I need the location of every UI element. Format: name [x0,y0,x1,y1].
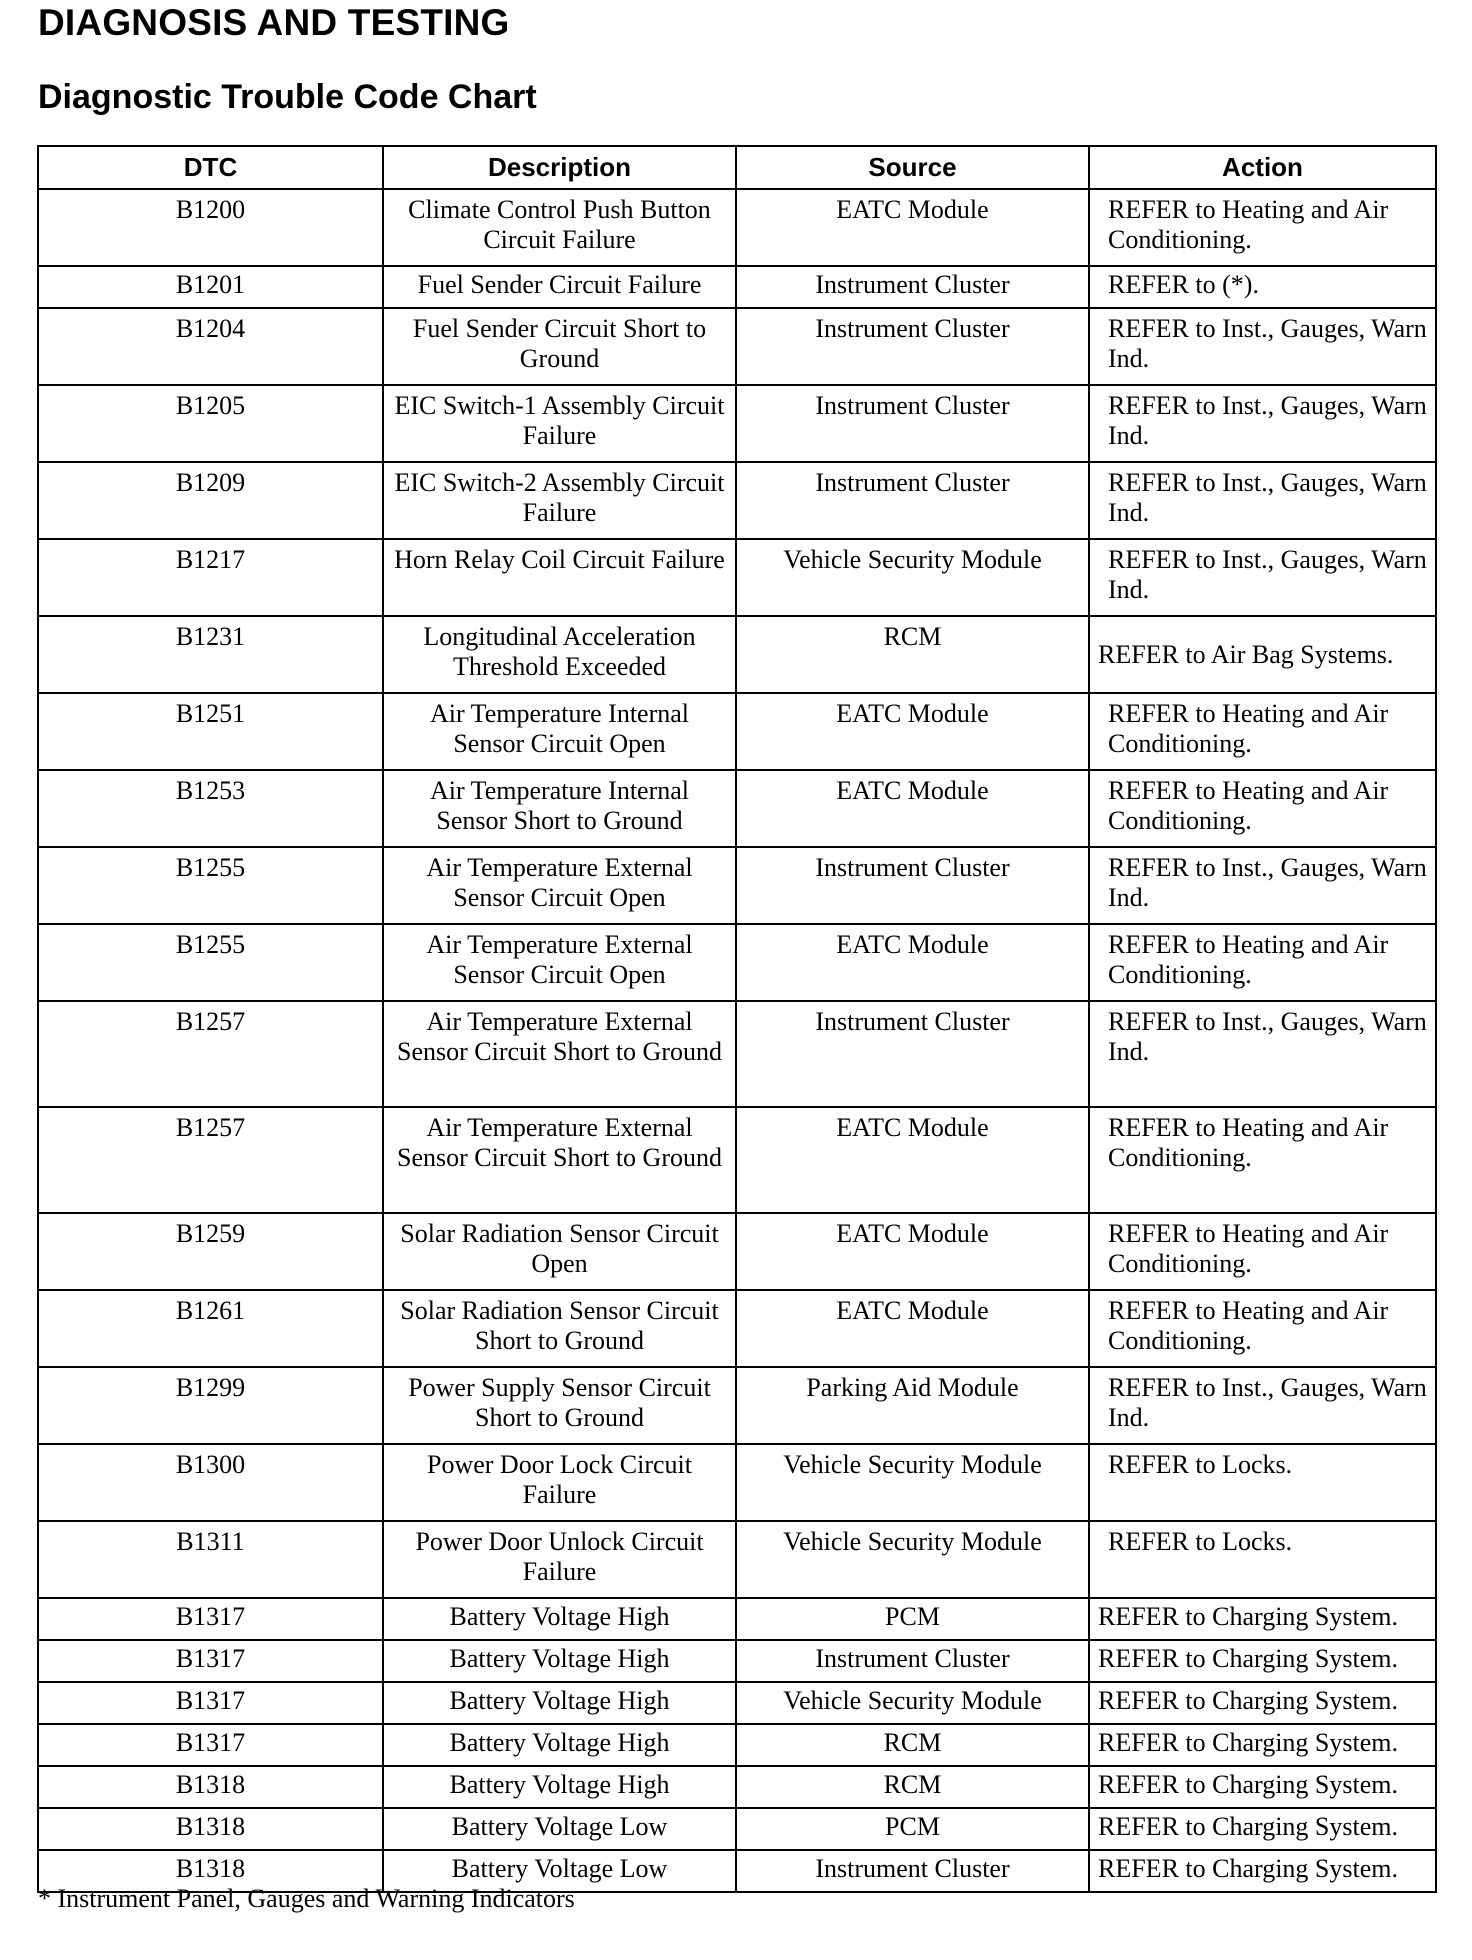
table-row [38,1808,1436,1850]
dtc-code: B1311 [38,1521,383,1598]
dtc-description: EIC Switch-2 Assembly Circuit Failure [383,462,736,539]
dtc-description: Fuel Sender Circuit Failure [383,266,736,308]
column-header-action: Action [1089,146,1436,189]
dtc-source: EATC Module [736,1107,1089,1213]
dtc-code: B1200 [38,189,383,266]
dtc-description: Battery Voltage High [383,1766,736,1808]
footnote: * Instrument Panel, Gauges and Warning Indicators [38,1884,575,1913]
chart-title: Diagnostic Trouble Code Chart [38,78,537,116]
dtc-code: B1255 [38,847,383,924]
dtc-code: B1318 [38,1850,383,1892]
dtc-code: B1317 [38,1682,383,1724]
dtc-action: REFER to Heating and Air Conditioning. [1089,1290,1436,1367]
dtc-description: EIC Switch-1 Assembly Circuit Failure [383,385,736,462]
dtc-code: B1231 [38,616,383,693]
dtc-description: Air Temperature External Sensor Circuit Short to Ground [383,1107,736,1213]
dtc-action: REFER to Charging System. [1089,1724,1436,1766]
table-row [38,693,1436,770]
dtc-action: REFER to Heating and Air Conditioning. [1089,693,1436,770]
dtc-code: B1317 [38,1724,383,1766]
table-row [38,539,1436,616]
dtc-description: Air Temperature Internal Sensor Short to Ground [383,770,736,847]
dtc-source: EATC Module [736,1213,1089,1290]
dtc-source: Vehicle Security Module [736,1521,1089,1598]
column-header-dtc: DTC [38,146,383,189]
dtc-action: REFER to Inst., Gauges, Warn Ind. [1089,847,1436,924]
dtc-source: RCM [736,1724,1089,1766]
dtc-code: B1205 [38,385,383,462]
dtc-action: REFER to Heating and Air Conditioning. [1089,189,1436,266]
dtc-description: Climate Control Push Button Circuit Failure [383,189,736,266]
dtc-code: B1204 [38,308,383,385]
dtc-source: PCM [736,1598,1089,1640]
dtc-action: REFER to Inst., Gauges, Warn Ind. [1089,539,1436,616]
dtc-source: PCM [736,1808,1089,1850]
dtc-code: B1251 [38,693,383,770]
dtc-code: B1201 [38,266,383,308]
table-row [38,770,1436,847]
column-header-description: Description [383,146,736,189]
dtc-description: Power Door Unlock Circuit Failure [383,1521,736,1598]
dtc-action: REFER to Inst., Gauges, Warn Ind. [1089,462,1436,539]
dtc-description: Air Temperature External Sensor Circuit Open [383,924,736,1001]
dtc-action: REFER to Charging System. [1089,1598,1436,1640]
dtc-action: REFER to Inst., Gauges, Warn Ind. [1089,1001,1436,1107]
dtc-action: REFER to Air Bag Systems. [1089,616,1436,693]
dtc-action: REFER to Heating and Air Conditioning. [1089,1107,1436,1213]
dtc-description: Power Supply Sensor Circuit Short to Ground [383,1367,736,1444]
dtc-action: REFER to Charging System. [1089,1640,1436,1682]
dtc-action: REFER to Inst., Gauges, Warn Ind. [1089,385,1436,462]
dtc-description: Horn Relay Coil Circuit Failure [383,539,736,616]
dtc-action: REFER to Charging System. [1089,1850,1436,1892]
dtc-description: Battery Voltage High [383,1682,736,1724]
dtc-description: Solar Radiation Sensor Circuit Short to Ground [383,1290,736,1367]
dtc-code: B1318 [38,1808,383,1850]
table-row [38,1724,1436,1766]
dtc-code: B1209 [38,462,383,539]
dtc-description: Battery Voltage High [383,1598,736,1640]
table-row [38,1290,1436,1367]
page-heading: DIAGNOSIS AND TESTING [38,2,510,43]
dtc-action: REFER to Charging System. [1089,1682,1436,1724]
dtc-description: Battery Voltage Low [383,1808,736,1850]
column-header-source: Source [736,146,1089,189]
dtc-source: Parking Aid Module [736,1367,1089,1444]
dtc-action: REFER to Heating and Air Conditioning. [1089,1213,1436,1290]
dtc-description: Battery Voltage High [383,1724,736,1766]
dtc-action: REFER to (*). [1089,266,1436,308]
dtc-action: REFER to Charging System. [1089,1808,1436,1850]
dtc-description: Air Temperature External Sensor Circuit Open [383,847,736,924]
dtc-source: Instrument Cluster [736,1001,1089,1107]
table-row [38,1766,1436,1808]
table-row [38,1521,1436,1598]
table-row [38,847,1436,924]
dtc-code: B1257 [38,1001,383,1107]
dtc-source: Instrument Cluster [736,1850,1089,1892]
table-header-row [38,146,1436,189]
dtc-description: Power Door Lock Circuit Failure [383,1444,736,1521]
dtc-source: RCM [736,616,1089,693]
dtc-description: Longitudinal Acceleration Threshold Exceeded [383,616,736,693]
dtc-source: Vehicle Security Module [736,1682,1089,1724]
dtc-description: Air Temperature Internal Sensor Circuit Open [383,693,736,770]
table-row [38,385,1436,462]
table-row [38,266,1436,308]
dtc-source: EATC Module [736,693,1089,770]
dtc-table [37,145,1437,1893]
dtc-code: B1317 [38,1640,383,1682]
table-row [38,308,1436,385]
table-row [38,1213,1436,1290]
dtc-code: B1299 [38,1367,383,1444]
dtc-source: Instrument Cluster [736,266,1089,308]
table-row [38,616,1436,693]
dtc-action: REFER to Inst., Gauges, Warn Ind. [1089,1367,1436,1444]
table-row [38,1001,1436,1107]
dtc-description: Battery Voltage High [383,1640,736,1682]
dtc-source: Instrument Cluster [736,847,1089,924]
dtc-action: REFER to Locks. [1089,1521,1436,1598]
table-row [38,1640,1436,1682]
dtc-source: Vehicle Security Module [736,1444,1089,1521]
dtc-action: REFER to Charging System. [1089,1766,1436,1808]
dtc-code: B1255 [38,924,383,1001]
dtc-description: Battery Voltage Low [383,1850,736,1892]
dtc-source: EATC Module [736,770,1089,847]
dtc-source: EATC Module [736,924,1089,1001]
dtc-description: Fuel Sender Circuit Short to Ground [383,308,736,385]
dtc-description: Air Temperature External Sensor Circuit Short to Ground [383,1001,736,1107]
table-row [38,1682,1436,1724]
dtc-source: Instrument Cluster [736,385,1089,462]
dtc-action: REFER to Locks. [1089,1444,1436,1521]
dtc-action: REFER to Inst., Gauges, Warn Ind. [1089,308,1436,385]
dtc-source: Instrument Cluster [736,308,1089,385]
dtc-code: B1318 [38,1766,383,1808]
table-row [38,189,1436,266]
dtc-code: B1317 [38,1598,383,1640]
dtc-description: Solar Radiation Sensor Circuit Open [383,1213,736,1290]
dtc-source: RCM [736,1766,1089,1808]
table-row [38,1367,1436,1444]
table-row [38,462,1436,539]
dtc-code: B1217 [38,539,383,616]
dtc-code: B1259 [38,1213,383,1290]
table-row [38,1107,1436,1213]
dtc-source: EATC Module [736,1290,1089,1367]
table-row [38,924,1436,1001]
table-row [38,1444,1436,1521]
dtc-action: REFER to Heating and Air Conditioning. [1089,770,1436,847]
dtc-code: B1261 [38,1290,383,1367]
dtc-code: B1257 [38,1107,383,1213]
table-row [38,1598,1436,1640]
dtc-action: REFER to Heating and Air Conditioning. [1089,924,1436,1001]
dtc-code: B1300 [38,1444,383,1521]
dtc-source: Instrument Cluster [736,462,1089,539]
dtc-source: Vehicle Security Module [736,539,1089,616]
dtc-source: EATC Module [736,189,1089,266]
dtc-code: B1253 [38,770,383,847]
dtc-source: Instrument Cluster [736,1640,1089,1682]
